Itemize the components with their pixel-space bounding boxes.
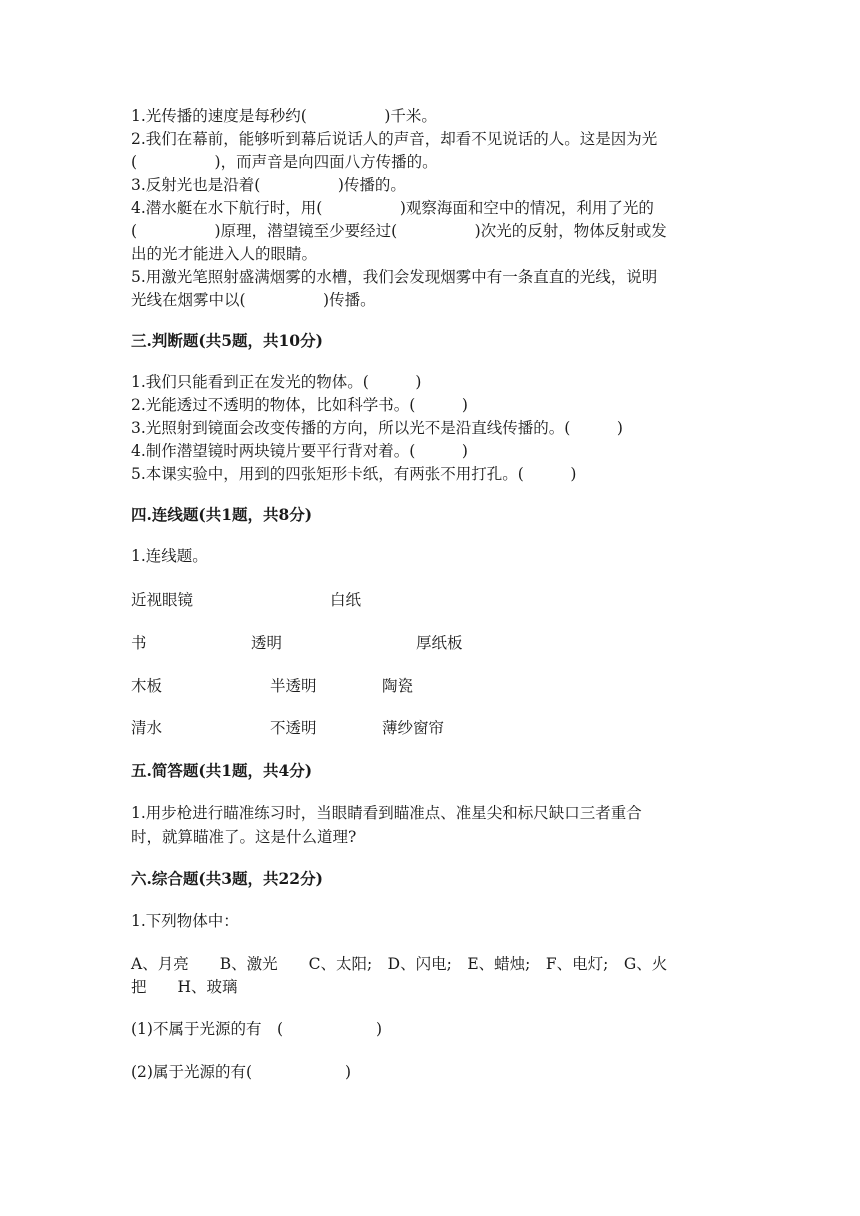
judge-question-4: 4.制作潜望镜时两块镜片要平行背对着。( ) xyxy=(131,442,468,460)
short-question-1-line-1: 1.用步枪进行瞄准练习时，当眼睛看到瞄准点、准星尖和标尺缺口三者重合 xyxy=(131,804,642,822)
comp-subquestion-2: (2)属于光源的有( ) xyxy=(131,1063,352,1081)
comp-options-line-2: 把 H、玻璃 xyxy=(131,978,238,996)
section-match-title: 四.连线题(共1题，共8分) xyxy=(131,505,313,524)
fill-question-5-line-2: 光线在烟雾中以( )传播。 xyxy=(131,291,376,309)
match-item-clear-water: 清水 xyxy=(131,719,163,737)
comp-options-line-1: A、月亮 B、激光 C、太阳; D、闪电; E、蜡烛; F、电灯; G、火 xyxy=(131,955,668,973)
judge-question-1: 1.我们只能看到正在发光的物体。( ) xyxy=(131,373,422,391)
match-item-white-paper: 白纸 xyxy=(330,591,362,609)
match-question-1: 1.连线题。 xyxy=(131,547,208,565)
match-item-opaque: 不透明 xyxy=(270,719,317,737)
match-item-myopia-glasses: 近视眼镜 xyxy=(131,591,194,609)
section-comprehensive-title: 六.综合题(共3题，共22分) xyxy=(131,869,323,888)
fill-question-2-line-1: 2.我们在幕前，能够听到幕后说话人的声音，却看不见说话的人。这是因为光 xyxy=(131,130,658,148)
match-item-cardboard: 厚纸板 xyxy=(416,634,463,652)
judge-question-5: 5.本课实验中，用到的四张矩形卡纸，有两张不用打孔。( ) xyxy=(131,465,577,483)
comp-subquestion-1: (1)不属于光源的有 ( ) xyxy=(131,1020,383,1038)
fill-question-2-line-2: ( )，而声音是向四面八方传播的。 xyxy=(131,153,438,171)
match-item-sheer-curtain: 薄纱窗帘 xyxy=(382,719,445,737)
match-item-wood-board: 木板 xyxy=(131,677,163,695)
match-item-translucent: 半透明 xyxy=(270,677,317,695)
comp-question-1: 1.下列物体中： xyxy=(131,912,239,930)
judge-question-3: 3.光照射到镜面会改变传播的方向，所以光不是沿直线传播的。( ) xyxy=(131,419,623,437)
judge-question-2: 2.光能透过不透明的物体，比如科学书。( ) xyxy=(131,396,468,414)
fill-question-1: 1.光传播的速度是每秒约( )千米。 xyxy=(131,107,437,125)
fill-question-4-line-3: 出的光才能进入人的眼睛。 xyxy=(131,245,318,263)
fill-question-5-line-1: 5.用激光笔照射盛满烟雾的水槽，我们会发现烟雾中有一条直直的光线，说明 xyxy=(131,268,658,286)
short-question-1-line-2: 时，就算瞄准了。这是什么道理? xyxy=(131,828,357,846)
fill-question-4-line-1: 4.潜水艇在水下航行时，用( )观察海面和空中的情况，利用了光的 xyxy=(131,199,654,217)
match-item-ceramic: 陶瓷 xyxy=(382,677,414,695)
section-short-answer-title: 五.简答题(共1题，共4分) xyxy=(131,761,313,780)
section-judge-title: 三.判断题(共5题，共10分) xyxy=(131,331,323,350)
fill-question-3: 3.反射光也是沿着( )传播的。 xyxy=(131,176,406,194)
match-item-transparent: 透明 xyxy=(251,634,283,652)
fill-question-4-line-2: ( )原理，潜望镜至少要经过( )次光的反射，物体反射或发 xyxy=(131,222,667,240)
match-item-book: 书 xyxy=(131,634,147,652)
